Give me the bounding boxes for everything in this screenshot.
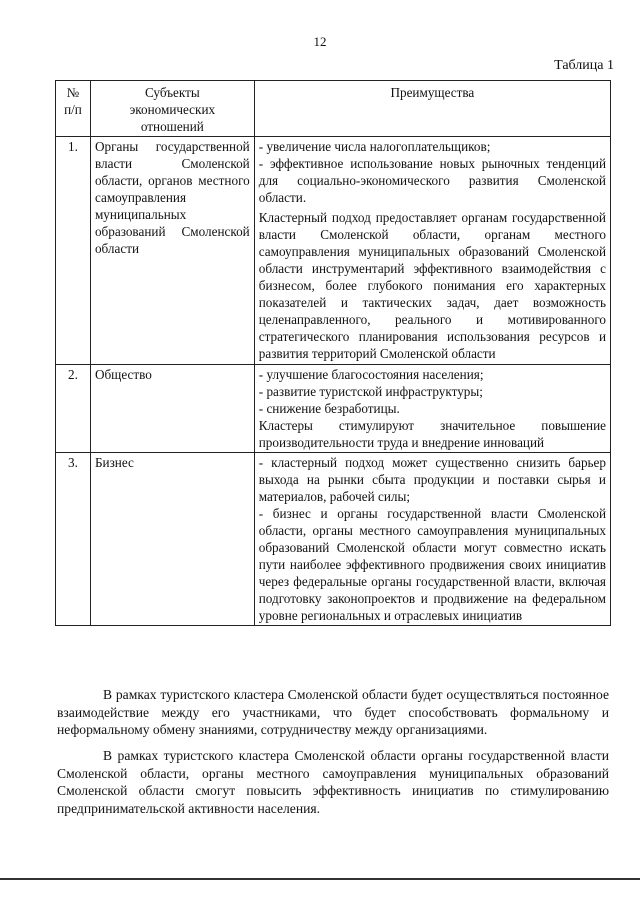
advantage-note: Кластеры стимулируют значительное повышение производительности труда и внедрение инноваций — [258, 417, 606, 450]
bottom-divider — [0, 878, 640, 880]
header-num: № п/п — [56, 81, 91, 137]
header-subjects: Субъекты экономических отношений — [90, 81, 254, 137]
body-text — [57, 686, 609, 826]
advantage-item: - увеличение числа налогоплательщиков; — [258, 139, 491, 155]
row-number: 2. — [56, 364, 91, 452]
table-row — [56, 452, 611, 625]
advantage-item: - развитие туристской инфраструктуры; — [258, 383, 483, 399]
row-subject: Общество — [90, 364, 254, 452]
advantage-note: Кластерный подход предоставляет органам государственной власти Смоленской области, органам местного самоуправления муниципальных образований Смоленской области инструментарий эффективного взаимодействия с бизнесом, более глубокого понимания его характерных показателей и тактических задач, дает возможность целенаправленного, реального и мотивированного стратегического планирования использования ресурсов и развития территорий Смоленской области — [258, 210, 606, 362]
row-subject: Бизнес — [90, 452, 254, 625]
row-number: 3. — [56, 452, 91, 625]
table-caption: Таблица 1 — [554, 58, 614, 73]
header-advantages: Преимущества — [254, 81, 610, 137]
advantage-item: - снижение безработицы. — [258, 400, 400, 416]
advantage-item: - эффективное использование новых рыночных тенденций для социально-экономического развития Смоленской области. — [258, 156, 606, 206]
row-advantages — [254, 452, 610, 625]
row-subject: Органы государственной власти Смоленской области, органов местного самоуправления муниципальных образований Смоленской области — [90, 137, 254, 364]
table-row — [56, 364, 611, 452]
advantage-item: - бизнес и органы государственной власти Смоленской области, органы местного самоуправления муниципальных образований Смоленской области могут совместно искать пути наиболее эффективного продвижения своих инициатив через федеральные органы государственной власти, включая подготовку законопроектов и продвижение на федеральном уровне региональных и отраслевых инициатив — [258, 505, 606, 623]
body-paragraph: В рамках туристского кластера Смоленской области органы государственной власти Смоленской области, органы местного самоуправления муниципальных образований Смоленской области смогут повысить эффективность инициатив по стимулированию предпринимательской активности населения. — [57, 748, 609, 817]
page-number: 12 — [313, 34, 327, 49]
advantages-table — [55, 80, 611, 626]
table-header-row — [56, 81, 611, 137]
advantage-item: - кластерный подход может существенно снизить барьер выхода на рынки сбыта продукции и поставки сырья и материалов, рабочей силы; — [258, 454, 606, 504]
row-advantages — [254, 364, 610, 452]
row-number: 1. — [56, 137, 91, 364]
body-paragraph: В рамках туристского кластера Смоленской области будет осуществляться постоянное взаимодействие между его участниками, что будет способствовать формальному и неформальному обмену знаниями, сотрудничеству между организациями. — [57, 687, 609, 738]
table-row — [56, 137, 611, 364]
row-advantages — [254, 137, 610, 364]
advantage-item: - улучшение благосостояния населения; — [258, 366, 484, 382]
